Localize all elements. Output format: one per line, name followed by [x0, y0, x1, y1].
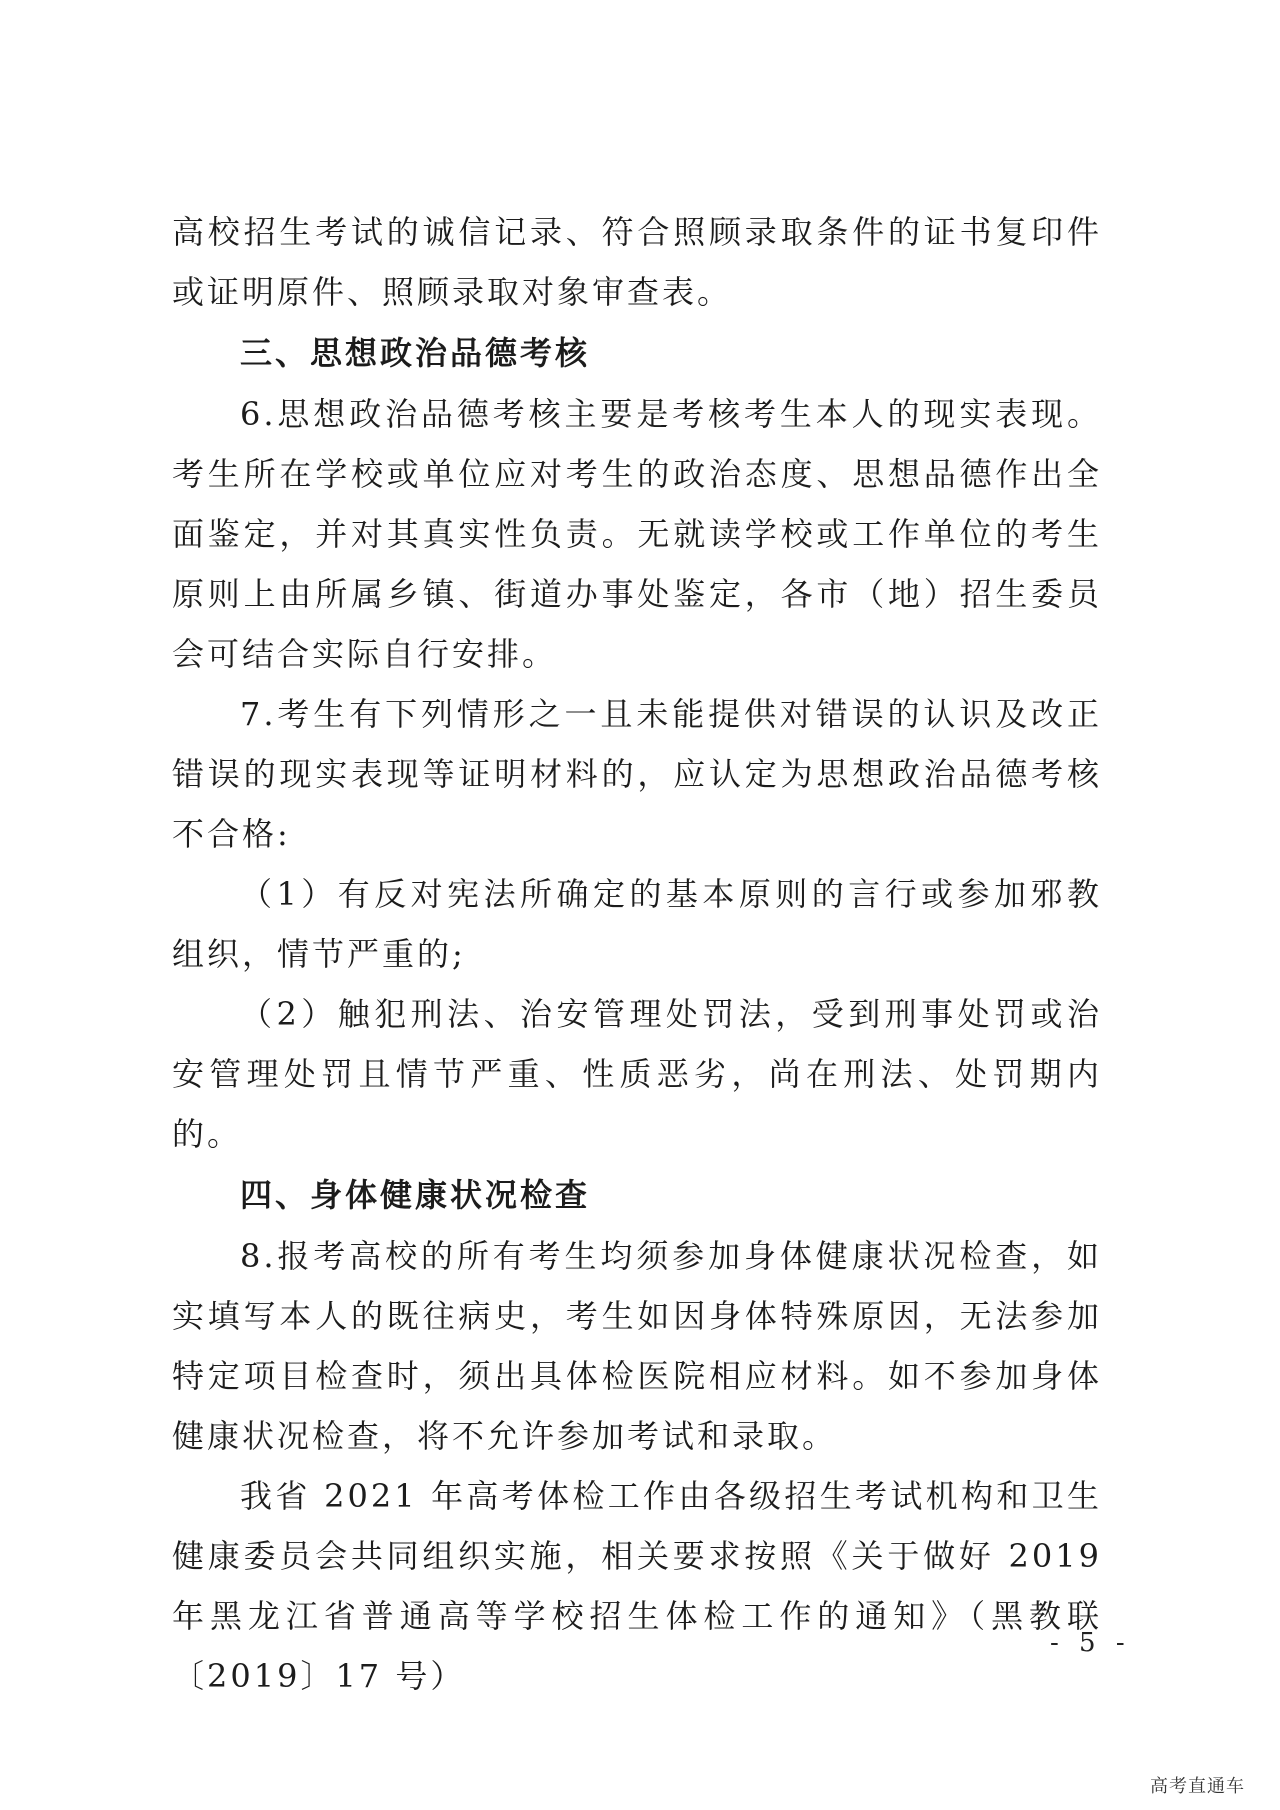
paragraph-item-7: 7.考生有下列情形之一且未能提供对错误的认识及改正错误的现实表现等证明材料的，应认定为思想政治品德考核不合格: [172, 695, 1102, 853]
page-number: - 5 - [1050, 1628, 1131, 1658]
section-heading-3: 三、思想政治品德考核 [240, 334, 591, 372]
paragraph-item-8: 8.报考高校的所有考生均须参加身体健康状况检查，如实填写本人的既往病史，考生如因身体特殊原因，无法参加特定项目检查时，须出具体检医院相应材料。如不参加身体健康状况检查，将不允许参加考试和录取。 [172, 1237, 1102, 1455]
document-body [172, 202, 1102, 1706]
section-heading-4: 四、身体健康状况检查 [240, 1176, 591, 1214]
paragraph-subitem-1: （1）有反对宪法所确定的基本原则的言行或参加邪教组织，情节严重的; [172, 875, 1102, 973]
paragraph-subitem-2: （2）触犯刑法、治安管理处罚法，受到刑事处罚或治安管理处罚且情节严重、性质恶劣，尚在刑法、处罚期内的。 [172, 995, 1102, 1153]
paragraph-continued: 高校招生考试的诚信记录、符合照顾录取条件的证书复印件或证明原件、照顾录取对象审查表。 [172, 213, 1102, 311]
paragraph-item-6: 6.思想政治品德考核主要是考核考生本人的现实表现。考生所在学校或单位应对考生的政治态度、思想品德作出全面鉴定，并对其真实性负责。无就读学校或工作单位的考生原则上由所属乡镇、街道办事处鉴定，各市（地）招生委员会可结合实际自行安排。 [172, 395, 1102, 673]
paragraph-province-exam: 我省 2021 年高考体检工作由各级招生考试机构和卫生健康委员会共同组织实施，相关要求按照《关于做好 2019 年黑龙江省普通高等学校招生体检工作的通知》（黑教联〔2019〕17 号） [172, 1477, 1102, 1695]
watermark-text: 高考直通车 [1150, 1776, 1245, 1797]
